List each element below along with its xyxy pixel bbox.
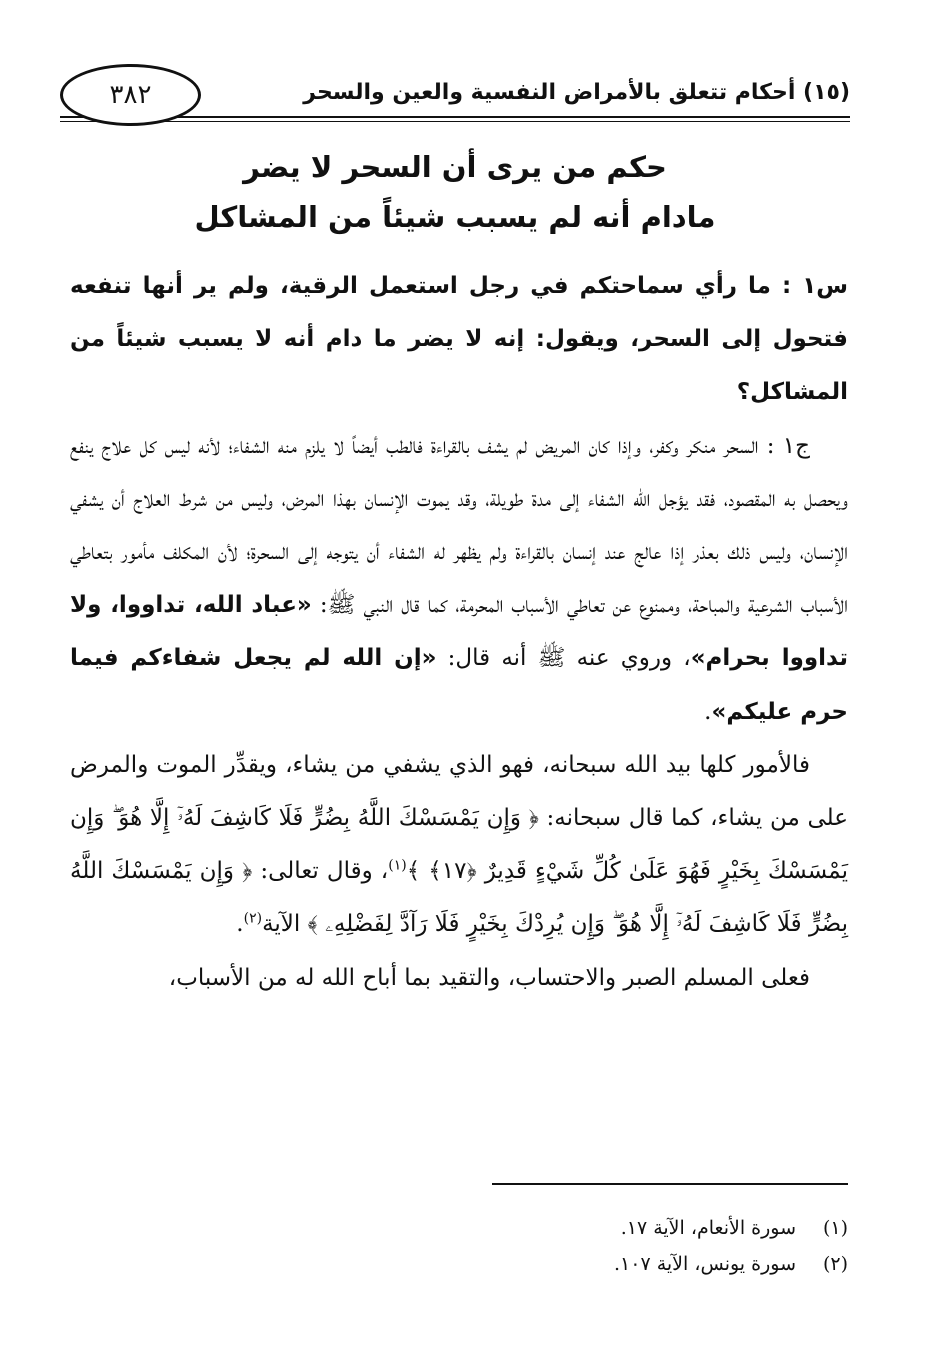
quran-verse-2: ﴿ وَإِن يَمْسَسْكَ اللَّهُ بِضُرٍّ فَلَا كَاشِفَ لَهُۥٓ إِلَّا هُوَ ۖ وَإِن يُرِدْكَ بِخَيْرٍ فَلَا رَآدَّ لِفَضْلِهِۦ ﴾ (70, 858, 848, 938)
answer-text-2: ، وروي عنه ﷺ أنه قال: (436, 645, 691, 672)
answer-paragraph (70, 420, 848, 739)
body-text (70, 260, 848, 1005)
footnote-text: سورة الأنعام، الآية ١٧. (620, 1217, 796, 1239)
header-divider-thin (60, 121, 850, 122)
footnote-2 (70, 1246, 848, 1282)
hadith-quote-1: «عباد الله، تداووا، ولا تداووا بحرام» (70, 592, 848, 672)
section-title-line-2: مادام أنه لم يسبب شيئاً من المشاكل (194, 200, 716, 234)
quran-paragraph-text-2: ، وقال تعالى: (252, 858, 389, 885)
footnotes (70, 1210, 848, 1282)
answer-text-1: ج١ : السحر منكر وكفر، وإذا كان المريض لم يشف بالقراءة فالطب أيضاً لا يلزم منه الشفاء؛ لأنه ليس كل علاج ينفع ويحصل به المقصود، فقد يؤجل الله الشفاء إلى مدة طويلة، وقد يموت الإنسان بهذا المرض، وليس من شرط العلاج أن يشفي الإنسان، وليس ذلك بعذر إذا عالج عند إنسان بالقراءة ولم يظهر له الشفاء أن يتوجه إلى السحرة؛ لأن المكلف مأمور بتعاطي الأسباب الشرعية والمباحة، وممنوع عن تعاطي الأسباب المحرمة، كما قال النبي ﷺ: (70, 432, 848, 619)
footnote-divider (492, 1183, 848, 1185)
question-paragraph: س١ : ما رأي سماحتكم في رجل استعمل الرقية، ولم ير أنها تنفعه فتحول إلى السحر، ويقول: إنه لا يضر ما دام أنه لا يسبب شيئاً من المشاكل؟ (70, 273, 848, 406)
section-title-line-1: حكم من يرى أن السحر لا يضر (243, 150, 667, 184)
running-header (60, 60, 850, 120)
quran-verse-1: ﴿ وَإِن يَمْسَسْكَ اللَّهُ بِضُرٍّ فَلَا كَاشِفَ لَهُۥٓ إِلَّا هُوَ ۖ وَإِن يَمْسَسْكَ بِخَيْرٍ فَهُوَ عَلَىٰ كُلِّ شَيْءٍ قَدِيرٌ ﴿١٧﴾ ﴾ (70, 805, 849, 885)
footnote-marker-1: (١) (388, 857, 407, 874)
footnote-number: (٢) (822, 1253, 848, 1275)
page-number: ٣٨٢ (60, 64, 201, 126)
quran-paragraph-text-4: . (236, 911, 244, 938)
running-header-title: (١٥) أحكام تتعلق بالأمراض النفسية والعين والسحر (303, 80, 850, 105)
quran-paragraph (70, 739, 848, 952)
footnote-text: سورة يونس، الآية ١٠٧. (614, 1253, 796, 1275)
quran-paragraph-text-1: فالأمور كلها بيد الله سبحانه، فهو الذي يشفي من يشاء، ويقدِّر الموت والمرض على من يشاء، كما قال سبحانه: (70, 751, 848, 832)
quran-paragraph-text-3: الآية (262, 911, 308, 938)
footnote-marker-2: (٢) (243, 910, 263, 927)
footnote-1 (70, 1210, 848, 1246)
hadith-quote-2: «إن الله لم يجعل شفاءكم فيما حرم عليكم» (70, 645, 848, 725)
footnote-number: (١) (822, 1217, 848, 1239)
answer-text-3: . (704, 698, 712, 725)
closing-paragraph: فعلى المسلم الصبر والاحتساب، والتقيد بما أباح الله له من الأسباب، (168, 964, 810, 991)
